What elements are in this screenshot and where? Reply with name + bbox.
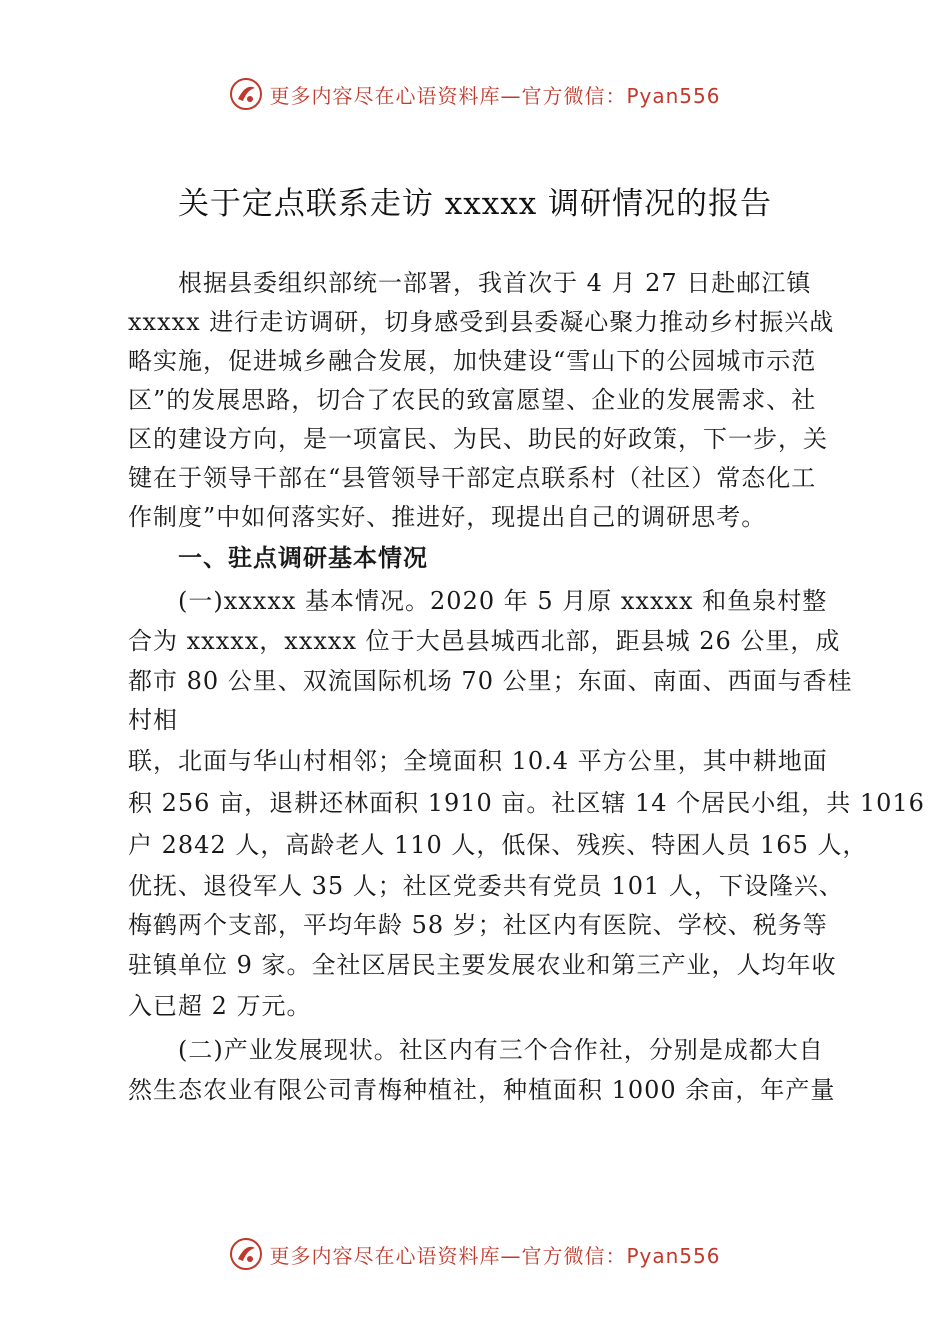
header-watermark-banner <box>0 74 950 114</box>
paragraph-line: 根据县委组织部统一部署，我首次于 4 月 27 日赴邮江镇 <box>178 269 812 297</box>
brand-logo-icon <box>229 1237 263 1271</box>
paragraph-line: 键在于领导干部在“县管领导干部定点联系村（社区）常态化工 <box>128 464 817 492</box>
footer-watermark-banner <box>0 1234 950 1274</box>
paragraph-line: 积 256 亩，退耕还林面积 1910 亩。社区辖 14 个居民小组，共 1016 <box>128 789 925 817</box>
paragraph-line: 梅鹤两个支部，平均年龄 58 岁；社区内有医院、学校、税务等 <box>128 911 828 939</box>
paragraph-line: 作制度”中如何落实好、推进好，现提出自己的调研思考。 <box>128 503 767 531</box>
paragraph-line: 优抚、退役军人 35 人；社区党委共有党员 101 人，下设隆兴、 <box>128 872 844 900</box>
paragraph-line: 区”的发展思路，切合了农民的致富愿望、企业的发展需求、社 <box>128 386 817 414</box>
paragraph-line: 略实施，促进城乡融合发展，加快建设“雪山下的公园城市示范 <box>128 347 817 375</box>
watermark-text: 更多内容尽在心语资料库—官方微信：Pyan556 <box>269 83 721 108</box>
watermark-text: 更多内容尽在心语资料库—官方微信：Pyan556 <box>269 1243 721 1268</box>
document-title: 关于定点联系走访 xxxxx 调研情况的报告 <box>177 186 773 222</box>
paragraph-line: 都市 80 公里、双流国际机场 70 公里；东面、南面、西面与香桂 <box>128 667 853 695</box>
paragraph-line: (二)产业发展现状。社区内有三个合作社，分别是成都大自 <box>178 1036 824 1064</box>
paragraph-line: 区的建设方向，是一项富民、为民、助民的好政策，下一步，关 <box>128 425 828 453</box>
paragraph-line: 入已超 2 万元。 <box>128 992 312 1020</box>
paragraph-line: 然生态农业有限公司青梅种植社，种植面积 1000 余亩，年产量 <box>128 1076 836 1104</box>
paragraph-line: 驻镇单位 9 家。全社区居民主要发展农业和第三产业，人均年收 <box>128 951 837 979</box>
section-heading: 一、驻点调研基本情况 <box>178 544 428 572</box>
paragraph-line: 合为 xxxxx，xxxxx 位于大邑县城西北部，距县城 26 公里，成 <box>128 627 841 655</box>
paragraph-line: (一)xxxxx 基本情况。2020 年 5 月原 xxxxx 和鱼泉村整 <box>178 587 828 615</box>
paragraph-line: 户 2842 人，高龄老人 110 人，低保、残疾、特困人员 165 人， <box>128 831 868 859</box>
brand-logo-icon <box>229 77 263 111</box>
paragraph-line: 联，北面与华山村相邻；全境面积 10.4 平方公里，其中耕地面 <box>128 747 828 775</box>
paragraph-line: 村相 <box>128 706 178 734</box>
paragraph-line: xxxxx 进行走访调研，切身感受到县委凝心聚力推动乡村振兴战 <box>128 308 835 336</box>
